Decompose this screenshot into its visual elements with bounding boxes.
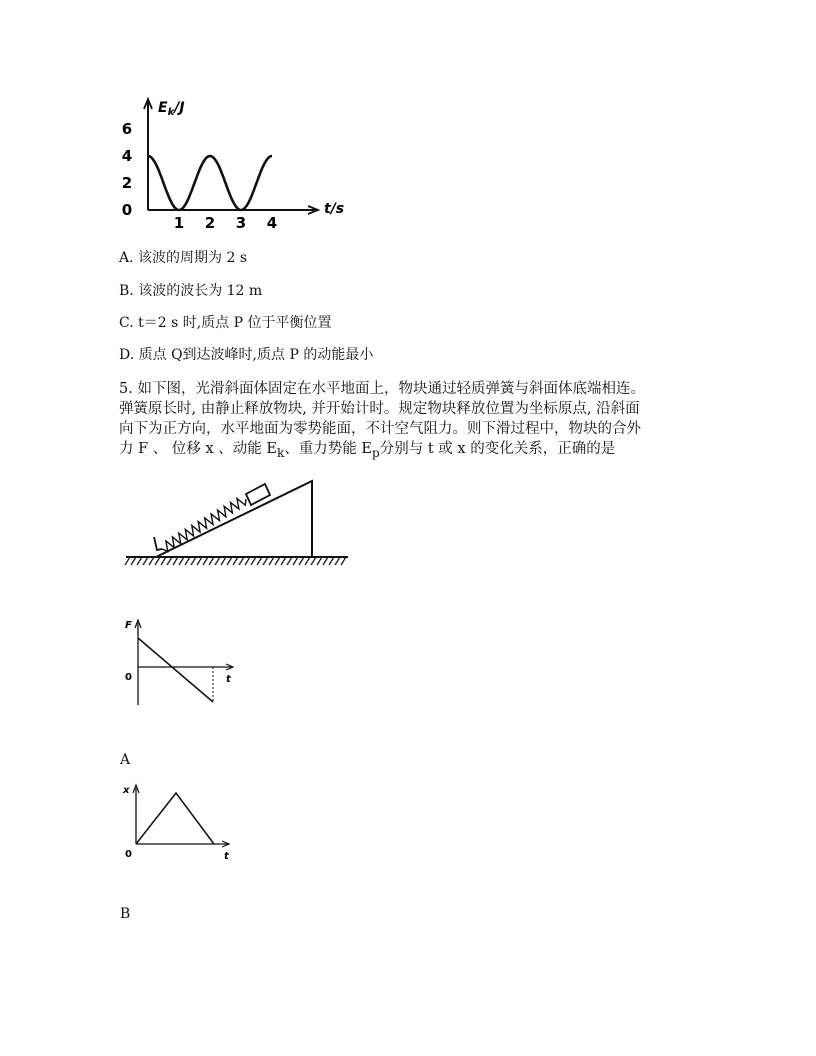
question-5-line-2: 弹簧原长时, 由静止释放物块, 并开始计时。规定物块释放位置为坐标原点, 沿斜面 — [119, 401, 640, 417]
y-tick-label: 4 — [121, 147, 133, 165]
block — [246, 484, 270, 505]
wall-stop — [154, 537, 162, 550]
x-line — [136, 793, 214, 844]
f-line — [138, 638, 213, 702]
ek-time-chart — [110, 95, 370, 245]
question-5-line-4: 力 F 、 位移 x 、动能 $E_k$、重力势能 $E_p$分别与 t 或 x 的变化关系，正确的是 — [119, 441, 616, 460]
option-b: B. 该波的波长为 12 m — [119, 283, 263, 299]
series-line — [148, 156, 272, 210]
x-label: t — [226, 674, 231, 685]
y-label: x — [123, 785, 130, 796]
chart-series — [148, 156, 272, 210]
x-label: t — [224, 851, 229, 862]
x-tick-label: 2 — [204, 214, 216, 232]
y-tick-label: 0 — [121, 201, 133, 219]
option-a: A. 该波的周期为 2 s — [119, 250, 248, 266]
graph-a-option-label: A — [120, 752, 131, 768]
x-tick-label: 4 — [266, 214, 278, 232]
graph-b — [120, 782, 240, 862]
question-5-line-3: 向下为正方向，水平地面为零势能面，不计空气阻力。则下滑过程中，物块的合外 — [119, 421, 641, 437]
y-label: F — [125, 620, 132, 631]
origin-label: 0 — [125, 849, 132, 860]
question-5 — [119, 379, 719, 463]
graph-b-option-label: B — [120, 906, 131, 922]
y-tick-label: 6 — [121, 120, 133, 138]
graph-a — [120, 615, 240, 710]
y-tick-label: 2 — [121, 174, 133, 192]
option-d: D. 质点 Q到达波峰时,质点 P 的动能最小 — [119, 347, 374, 363]
x-axis-label: t/s — [324, 201, 345, 217]
chart-tick-labels — [122, 120, 277, 232]
ground-hatch — [125, 557, 346, 565]
spring — [162, 499, 246, 552]
incline-spring-diagram — [120, 470, 360, 570]
x-tick-label: 3 — [235, 214, 247, 232]
option-c: C. t＝2 s 时,质点 P 位于平衡位置 — [119, 315, 332, 331]
incline-body — [156, 481, 312, 557]
y-axis-label: $E_k/J$ — [158, 100, 185, 118]
origin-label: 0 — [125, 672, 132, 683]
question-5-line-1: 5. 如下图，光滑斜面体固定在水平地面上，物块通过轻质弹簧与斜面体底端相连。 — [119, 381, 645, 397]
x-tick-label: 1 — [173, 214, 185, 232]
